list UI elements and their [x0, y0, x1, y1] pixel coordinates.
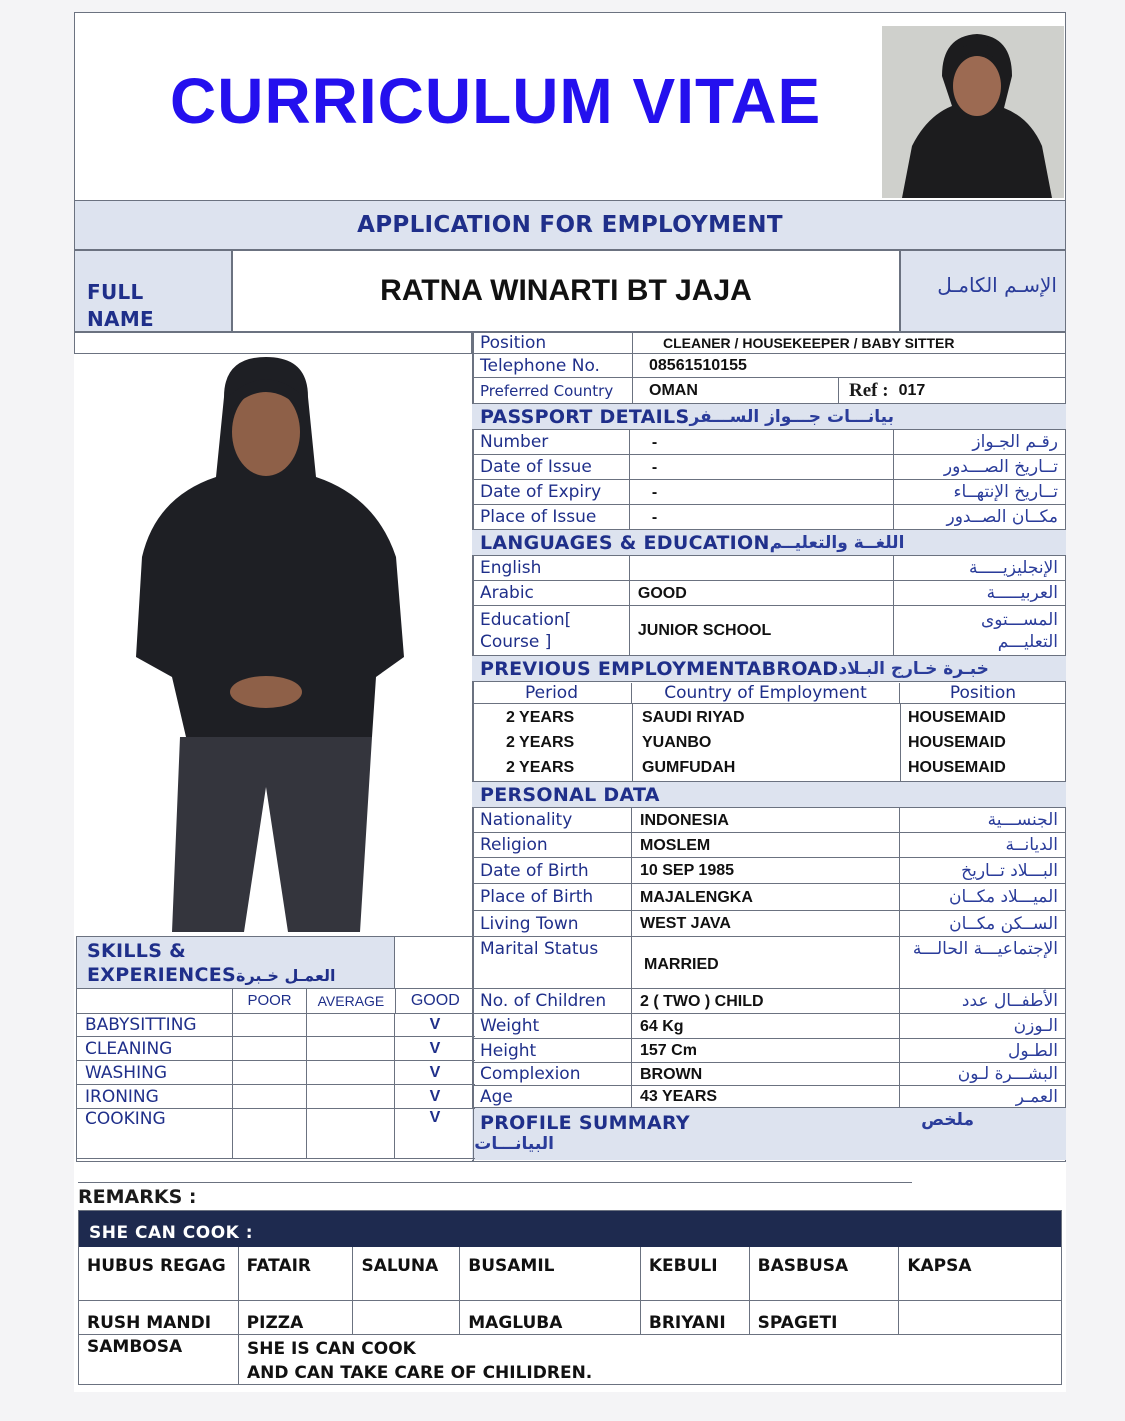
skills-header-line1: SKILLS & — [87, 940, 186, 962]
education-arabic-line2: التعليـــم — [997, 631, 1058, 652]
personal-row — [472, 937, 1066, 989]
profile-summary-header: PROFILE SUMMARY — [480, 1112, 690, 1134]
skill-good-check: V — [395, 1061, 475, 1085]
cook-item: SALUNA — [353, 1247, 460, 1301]
employment-country: SAUDI RIYAD — [642, 709, 745, 726]
personal-row-label: Date of Birth — [472, 858, 632, 884]
cook-item: BRIYANI — [641, 1301, 750, 1335]
passport-row-label: Date of Expiry — [472, 480, 630, 505]
passport-row-arabic: تــاريخ الصـــدور — [943, 457, 1058, 477]
skill-name: COOKING — [77, 1109, 233, 1159]
personal-row-value: 157 Cm — [632, 1039, 900, 1063]
personal-row-value: 2 ( TWO ) CHILD — [632, 989, 900, 1014]
full-body-photo-graphic — [76, 357, 470, 932]
personal-row-label: Weight — [472, 1014, 632, 1039]
employment-country: GUMFUDAH — [642, 759, 736, 776]
passport-row — [472, 505, 1066, 530]
telephone-row — [472, 354, 1066, 378]
personal-row — [472, 858, 1066, 884]
passport-header-bar — [472, 404, 1066, 430]
preferred-country-value: OMAN — [633, 378, 839, 404]
employment-row — [472, 731, 1066, 755]
education-row — [472, 606, 1066, 656]
personal-row-arabic: الديانــة — [1005, 835, 1058, 855]
education-arabic — [894, 609, 1066, 653]
passport-row-value: - — [630, 505, 895, 530]
personal-row-label: Living Town — [472, 911, 632, 937]
cv-page — [74, 12, 1066, 1392]
cook-item: SAMBOSA — [79, 1335, 239, 1385]
personal-row — [472, 1039, 1066, 1063]
employment-header-arabic: خبـرة خـارج البـلاد — [838, 658, 989, 679]
cook-row-1 — [79, 1247, 1061, 1301]
employment-position: HOUSEMAID — [908, 709, 1006, 726]
personal-row-arabic: الميـــلاد مكــان — [948, 887, 1058, 907]
cook-item: MAGLUBA — [460, 1301, 641, 1335]
skill-average — [307, 1037, 395, 1061]
cook-item: PIZZA — [239, 1301, 354, 1335]
cook-note-line1: SHE IS CAN COOK — [247, 1339, 416, 1359]
skills-header-line2: EXPERIENCES — [87, 964, 237, 986]
portrait-photo — [882, 26, 1064, 198]
skill-poor — [233, 1013, 307, 1037]
skill-row — [77, 1037, 475, 1061]
personal-row — [472, 989, 1066, 1014]
cook-item: RUSH MANDI — [79, 1301, 239, 1335]
full-body-photo — [76, 357, 470, 932]
full-name-value-cell — [232, 250, 900, 332]
application-header: APPLICATION FOR EMPLOYMENT — [357, 212, 783, 238]
personal-row-arabic: الـوزن — [1013, 1016, 1058, 1036]
employment-header: PREVIOUS EMPLOYMENTABROAD — [480, 657, 839, 680]
skill-good-check: V — [395, 1109, 475, 1159]
cook-row-3 — [79, 1335, 1061, 1385]
employment-country: YUANBO — [642, 734, 712, 751]
passport-row-arabic: تــاريخ الإنتهــاء — [953, 482, 1058, 502]
personal-row — [472, 884, 1066, 911]
personal-row-arabic: البـــلاد تــاريخ — [961, 861, 1058, 881]
cook-item: FATAIR — [239, 1247, 354, 1301]
english-arabic: الإنجليزيـــــة — [968, 558, 1058, 578]
full-name-arabic: الإسـم الكامـل — [937, 273, 1057, 297]
personal-row-value: BROWN — [632, 1063, 900, 1086]
employment-col-country: Country of Employment — [632, 683, 900, 703]
preferred-country-label: Preferred Country — [472, 378, 633, 404]
skill-poor — [233, 1109, 307, 1159]
employment-body — [472, 704, 1066, 782]
skill-row — [77, 1085, 475, 1109]
ref-label: Ref : — [849, 379, 889, 401]
telephone-label: Telephone No. — [472, 354, 633, 378]
personal-row-value: MARRIED — [632, 937, 900, 989]
employment-row — [472, 756, 1066, 780]
full-name-value: RATNA WINARTI BT JAJA — [380, 274, 752, 307]
personal-row-label: Complexion — [472, 1063, 632, 1086]
personal-row-value: 43 YEARS — [632, 1086, 900, 1108]
employment-position: HOUSEMAID — [908, 734, 1006, 751]
skills-col-average: AVERAGE — [307, 989, 395, 1014]
ref-value: 017 — [898, 381, 926, 399]
skills-col-poor: POOR — [233, 989, 307, 1014]
skill-poor — [233, 1061, 307, 1085]
personal-row-value: 64 Kg — [632, 1014, 900, 1039]
skill-good-check: V — [395, 1013, 475, 1037]
passport-row — [472, 455, 1066, 480]
personal-row-arabic: الإجتماعيـــة الحالـــة — [912, 939, 1058, 959]
personal-row-arabic: الطـول — [1008, 1041, 1058, 1061]
english-label: English — [472, 556, 630, 581]
personal-row-label: No. of Children — [472, 989, 632, 1014]
cook-row-2 — [79, 1301, 1061, 1335]
cook-item: HUBUS REGAG — [79, 1247, 239, 1301]
employment-col-period: Period — [472, 683, 632, 703]
skills-table — [76, 936, 474, 1162]
skill-name: CLEANING — [77, 1037, 233, 1061]
skill-row — [77, 1109, 475, 1159]
passport-row-label: Place of Issue — [472, 505, 630, 530]
photo-strip-top — [74, 332, 472, 354]
cook-item: SPAGETI — [750, 1301, 900, 1335]
full-name-arabic-cell — [900, 250, 1066, 332]
personal-row-value: 10 SEP 1985 — [632, 858, 900, 884]
employment-col-position: Position — [949, 682, 1017, 703]
personal-header: PERSONAL DATA — [480, 783, 660, 806]
application-header-bar — [74, 200, 1066, 250]
skill-name: IRONING — [77, 1085, 233, 1109]
skill-row — [77, 1061, 475, 1085]
skill-average — [307, 1085, 395, 1109]
passport-header: PASSPORT DETAILS — [480, 405, 690, 428]
education-label — [472, 606, 630, 656]
personal-row-value: WEST JAVA — [632, 911, 900, 937]
employment-period: 2 YEARS — [506, 759, 575, 776]
arabic-value: GOOD — [630, 581, 894, 606]
cook-table — [78, 1210, 1062, 1385]
profile-summary-arabic-1: ملخص — [921, 1110, 974, 1130]
passport-header-arabic: بيانـــات جـــواز الســـفر — [689, 406, 894, 427]
personal-row-value: MOSLEM — [632, 833, 900, 858]
education-label-line2: Course ] — [480, 631, 552, 652]
cook-item: BUSAMIL — [460, 1247, 641, 1301]
personal-row — [472, 1086, 1066, 1108]
english-value — [630, 556, 894, 581]
remarks-label: REMARKS : — [78, 1186, 197, 1208]
skills-header-arabic: العمـل خـبرة — [236, 965, 336, 985]
personal-row — [472, 1063, 1066, 1086]
personal-row-arabic: الأطفــال عدد — [961, 991, 1058, 1011]
languages-header-bar — [472, 530, 1066, 556]
employment-position: HOUSEMAID — [908, 759, 1006, 776]
skills-header-good-cell — [395, 937, 475, 989]
arabic-row — [472, 581, 1066, 606]
skill-average — [307, 1013, 395, 1037]
employment-header-bar — [472, 656, 1066, 682]
passport-row-label: Date of Issue — [472, 455, 630, 480]
skill-poor — [233, 1037, 307, 1061]
cook-item — [353, 1301, 460, 1335]
personal-row-arabic: البشـــرة لـون — [957, 1064, 1058, 1084]
skills-header-line2-wrap — [79, 964, 336, 986]
cook-bar-label: SHE CAN COOK : — [89, 1223, 254, 1243]
personal-row-label: Nationality — [472, 808, 632, 833]
position-value: CLEANER / HOUSEKEEPER / BABY SITTER — [663, 334, 955, 351]
cook-note-line2: AND CAN TAKE CARE OF CHILIDREN. — [247, 1363, 593, 1383]
passport-row-label: Number — [472, 430, 630, 455]
skills-columns-row — [77, 989, 475, 1013]
preferred-country-row — [472, 378, 1066, 404]
skill-name: WASHING — [77, 1061, 233, 1085]
skill-poor — [233, 1085, 307, 1109]
telephone-value: 08561510155 — [649, 356, 747, 374]
passport-row — [472, 480, 1066, 505]
passport-row-value: - — [630, 455, 895, 480]
education-value: JUNIOR SCHOOL — [630, 606, 894, 656]
full-name-label: FULL NAME — [87, 280, 154, 331]
skill-good-check: V — [395, 1085, 475, 1109]
personal-row-value: MAJALENGKA — [632, 884, 900, 911]
languages-header-arabic: اللغــة والتعليــم — [769, 532, 905, 553]
skill-good-check: V — [395, 1037, 475, 1061]
passport-row — [472, 430, 1066, 455]
skill-average — [307, 1109, 395, 1159]
passport-row-arabic: مكــان الصــدور — [946, 507, 1058, 527]
personal-row-label: Marital Status — [472, 937, 632, 989]
personal-header-bar — [472, 782, 1066, 808]
skill-average — [307, 1061, 395, 1085]
personal-row-label: Place of Birth — [472, 884, 632, 911]
page-title: CURRICULUM VITAE — [170, 65, 822, 137]
cook-item: KAPSA — [907, 1256, 972, 1276]
personal-row — [472, 1014, 1066, 1039]
employment-row — [472, 706, 1066, 730]
employment-columns — [472, 682, 1066, 704]
personal-row-arabic: الجنســـية — [987, 810, 1058, 830]
arabic-label: Arabic — [472, 581, 630, 606]
education-label-line1: Education[ — [480, 609, 572, 630]
passport-row-value: - — [630, 480, 895, 505]
position-label: Position — [472, 332, 633, 354]
personal-row-label: Height — [472, 1039, 632, 1063]
portrait-photo-graphic — [882, 26, 1064, 198]
personal-row-arabic: الســكن مكــان — [949, 914, 1058, 934]
full-name-label-cell — [74, 250, 232, 332]
personal-row — [472, 911, 1066, 937]
english-row — [472, 556, 1066, 581]
skill-row — [77, 1013, 475, 1037]
personal-row-label: Age — [472, 1086, 632, 1108]
remarks-rule — [78, 1182, 912, 1183]
profile-summary-bar — [472, 1108, 1066, 1160]
skills-col-blank — [77, 989, 233, 1014]
personal-row — [472, 833, 1066, 858]
passport-row-arabic: رقـم الجـواز — [972, 432, 1058, 452]
arabic-arabic: العربيـــــة — [986, 583, 1058, 603]
ref-cell — [839, 380, 925, 402]
cook-item — [899, 1301, 1061, 1335]
skills-col-good: GOOD — [396, 989, 475, 1014]
profile-summary-arabic-2: البيانـــات — [474, 1134, 554, 1154]
education-arabic-line1: المســـتوى — [980, 609, 1058, 630]
personal-row — [472, 808, 1066, 833]
cook-note — [239, 1335, 600, 1385]
cook-item: BASBUSA — [750, 1247, 900, 1301]
personal-row-value: INDONESIA — [632, 808, 900, 833]
passport-row-value: - — [630, 430, 895, 455]
personal-row-label: Religion — [472, 833, 632, 858]
personal-row-arabic: العمـر — [1015, 1087, 1058, 1107]
skill-name: BABYSITTING — [77, 1013, 233, 1037]
employment-period: 2 YEARS — [506, 734, 575, 751]
position-row — [472, 332, 1066, 354]
languages-header: LANGUAGES & EDUCATION — [480, 531, 770, 554]
employment-period: 2 YEARS — [506, 709, 575, 726]
cook-item: KEBULI — [641, 1247, 750, 1301]
